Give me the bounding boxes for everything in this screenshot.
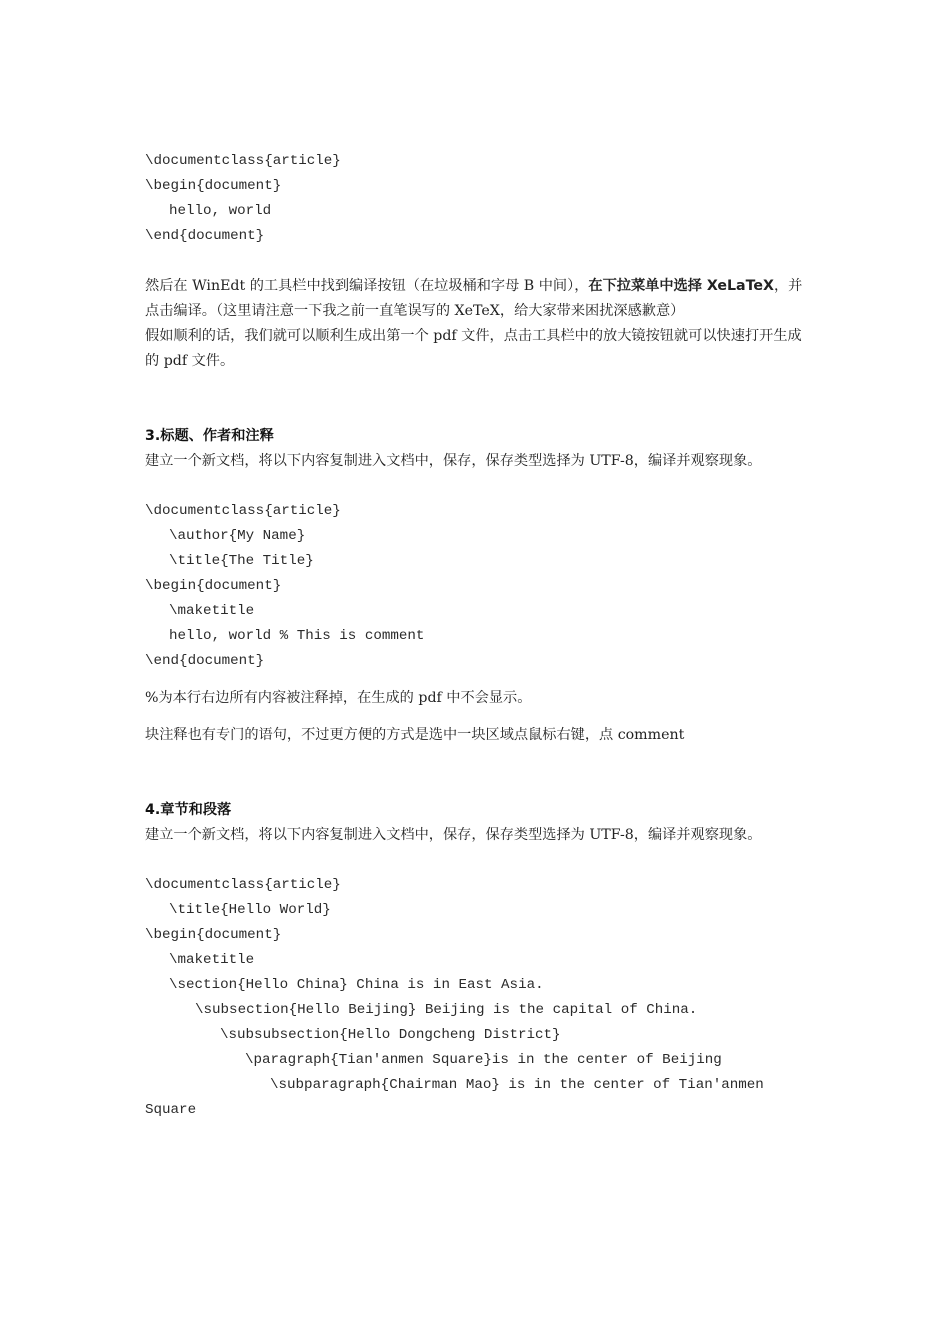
code-block-sections <box>145 873 805 1123</box>
code-line: hello, world <box>169 203 272 219</box>
code-line: \paragraph{Tian'anmen Square}is in the center of Beijing <box>245 1052 722 1068</box>
code-line: \author{My Name} <box>169 528 306 544</box>
code-line: \end{document} <box>145 228 265 244</box>
section-3-intro: 建立一个新文档，将以下内容复制进入文档中，保存，保存类型选择为 UTF-8，编译并观察现象。 <box>145 453 762 469</box>
document-page <box>145 149 805 1123</box>
code-line: \begin{document} <box>145 927 282 943</box>
code-line: \subsection{Hello Beijing} Beijing is the capital of China. <box>195 1002 698 1018</box>
code-line: \section{Hello China} China is in East Asia. <box>169 977 544 993</box>
code-line: \documentclass{article} <box>145 153 341 169</box>
section-4-heading: 4.章节和段落 <box>145 802 232 818</box>
code-line: \title{The Title} <box>169 553 314 569</box>
code-line: \maketitle <box>169 603 255 619</box>
code-line: \begin{document} <box>145 178 282 194</box>
compile-text-b: ，并点击编译。（这里请注意一下我之前一直笔误写的 XeTeX，给大家带来困扰深感歉意） <box>145 278 803 319</box>
code-line: Square <box>145 1102 197 1118</box>
code-line: \documentclass{article} <box>145 503 341 519</box>
code-line: \end{document} <box>145 653 265 669</box>
open-pdf-paragraph: 假如顺利的话，我们就可以顺利生成出第一个 pdf 文件，点击工具栏中的放大镜按钮就可以快速打开生成的 pdf 文件。 <box>145 328 802 369</box>
section-4-intro: 建立一个新文档，将以下内容复制进入文档中，保存，保存类型选择为 UTF-8，编译并观察现象。 <box>145 827 762 843</box>
comment-note: %为本行右边所有内容被注释掉，在生成的 pdf 中不会显示。 <box>145 690 532 706</box>
compile-instructions-paragraph <box>145 274 805 324</box>
code-line: \documentclass{article} <box>145 877 341 893</box>
code-block-hello-world <box>145 149 805 249</box>
code-line: \subparagraph{Chairman Mao} is in the center of Tian'anmen <box>270 1077 764 1093</box>
section-3-heading: 3.标题、作者和注释 <box>145 428 274 444</box>
block-comment-note: 块注释也有专门的语句，不过更方便的方式是选中一块区域点鼠标右键，点 comment <box>145 727 685 743</box>
code-line: \maketitle <box>169 952 255 968</box>
compile-text-a: 然后在 WinEdt 的工具栏中找到编译按钮（在垃圾桶和字母 B 中间）， <box>145 278 589 294</box>
compile-text-bold: 在下拉菜单中选择 XeLaTeX <box>588 278 774 294</box>
code-block-title-author <box>145 499 805 674</box>
code-line: \subsubsection{Hello Dongcheng District} <box>220 1027 561 1043</box>
code-line: hello, world % This is comment <box>169 628 425 644</box>
code-line: \begin{document} <box>145 578 282 594</box>
code-line: \title{Hello World} <box>169 902 331 918</box>
